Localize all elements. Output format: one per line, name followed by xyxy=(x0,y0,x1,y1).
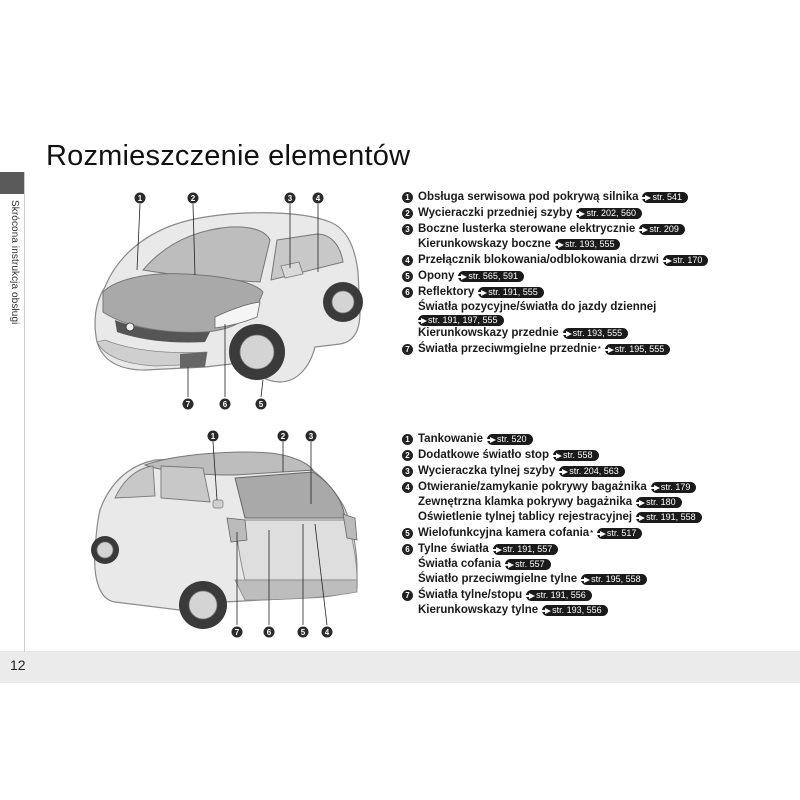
arrow-right-icon xyxy=(461,274,467,280)
front-callout-5 xyxy=(256,399,267,410)
item-text: Światła przeciwmgielne przednie xyxy=(418,343,597,355)
item-line xyxy=(418,603,608,618)
page-number: 12 xyxy=(10,657,26,673)
rear-item-list xyxy=(402,432,792,619)
item-lines xyxy=(418,206,642,221)
item-text: Światła pozycyjne/światła do jazdy dziennej xyxy=(418,301,657,313)
item-lines xyxy=(418,285,656,341)
page-reference-link[interactable] xyxy=(559,466,625,477)
svg-text:6: 6 xyxy=(266,628,272,637)
front-callout-3 xyxy=(285,193,296,204)
page-footer xyxy=(0,651,800,683)
page-reference-text: str. 170 xyxy=(672,255,703,265)
section-side-label: Skrócona instrukcja obsługi xyxy=(9,200,20,325)
item-text: Oświetlenie tylnej tablicy rejestracyjnej xyxy=(418,511,633,523)
arrow-right-icon xyxy=(608,347,614,353)
item-line xyxy=(418,326,656,341)
page-reference-link[interactable] xyxy=(553,450,599,461)
item-lines xyxy=(418,190,688,205)
page-reference-text: str. 520 xyxy=(496,434,527,444)
page-reference-link[interactable] xyxy=(478,287,544,298)
page-reference-text: str. 558 xyxy=(563,450,593,460)
item-number-badge: 1 xyxy=(402,192,413,203)
svg-text:5: 5 xyxy=(258,400,264,409)
list-item xyxy=(402,190,792,205)
item-line xyxy=(418,572,647,587)
arrow-right-icon xyxy=(545,608,551,614)
item-lines xyxy=(418,480,702,525)
item-lines xyxy=(418,464,625,479)
item-text: Zewnętrzna klamka pokrywy bagażnika xyxy=(418,496,633,508)
list-item xyxy=(402,526,792,541)
arrow-right-icon xyxy=(639,500,645,506)
item-text: Kierunkowskazy boczne xyxy=(418,238,551,250)
item-line xyxy=(418,526,642,541)
item-number-badge: 2 xyxy=(402,208,413,219)
item-text: Wielofunkcyjna kamera cofania xyxy=(418,527,590,539)
page-reference-text: str. 209 xyxy=(649,224,679,234)
arrow-right-icon xyxy=(558,242,564,248)
page-reference-text: str. 179 xyxy=(660,482,691,492)
item-line xyxy=(418,342,670,357)
arrow-right-icon xyxy=(496,547,502,553)
list-item xyxy=(402,342,792,357)
page-reference-text: str. 557 xyxy=(515,559,545,569)
list-item xyxy=(402,480,792,525)
item-number-badge: 5 xyxy=(402,271,413,282)
svg-text:6: 6 xyxy=(222,400,228,409)
list-item xyxy=(402,432,792,447)
item-line xyxy=(418,480,702,495)
page-reference-text: str. 195, 558 xyxy=(591,574,641,584)
list-item xyxy=(402,253,792,268)
arrow-right-icon xyxy=(562,469,568,475)
item-text: Wycieraczki przedniej szyby xyxy=(418,207,573,219)
page-reference-text: str. 541 xyxy=(652,192,683,202)
item-lines xyxy=(418,342,670,357)
item-lines xyxy=(418,253,708,268)
list-item xyxy=(402,464,792,479)
item-text: Dodatkowe światło stop xyxy=(418,449,549,461)
item-line xyxy=(418,285,656,300)
arrow-right-icon xyxy=(639,515,645,521)
rear-callout-4 xyxy=(322,627,333,638)
front-car-diagram xyxy=(85,192,375,417)
arrow-right-icon xyxy=(481,290,487,296)
item-text: Tankowanie xyxy=(418,433,483,445)
item-lines xyxy=(418,432,533,447)
item-text: Boczne lusterka sterowane elektrycznie xyxy=(418,223,636,235)
page-reference-text: str. 191, 556 xyxy=(536,590,586,600)
item-line xyxy=(418,448,599,463)
page-reference-link[interactable] xyxy=(576,208,642,219)
section-tab-marker xyxy=(0,172,24,194)
item-number-badge: 3 xyxy=(402,466,413,477)
item-text: Tylne światła xyxy=(418,543,489,555)
page-reference-text: str. 193, 556 xyxy=(552,605,602,615)
svg-text:7: 7 xyxy=(234,628,240,637)
svg-text:3: 3 xyxy=(308,432,314,441)
front-callout-7 xyxy=(183,399,194,410)
list-item xyxy=(402,206,792,221)
svg-text:1: 1 xyxy=(210,432,216,441)
front-callout-2 xyxy=(188,193,199,204)
front-callout-6 xyxy=(220,399,231,410)
front-callout-1 xyxy=(135,193,146,204)
item-line xyxy=(418,542,647,557)
page-reference-link[interactable] xyxy=(642,192,688,203)
page-title: Rozmieszczenie elementów xyxy=(46,140,411,172)
page-reference-text: str. 193, 555 xyxy=(564,239,615,249)
page-reference-text: str. 202, 560 xyxy=(586,208,637,218)
arrow-right-icon xyxy=(421,318,427,324)
item-text: Światło przeciwmgielne tylne xyxy=(418,573,578,585)
page-reference-text: str. 191, 197, 555 xyxy=(428,315,498,325)
page-reference-text: str. 180 xyxy=(646,497,676,507)
arrow-right-icon xyxy=(584,577,590,583)
front-item-list xyxy=(402,190,792,358)
arrow-right-icon xyxy=(642,227,648,233)
list-item xyxy=(402,222,792,252)
item-text: Kierunkowskazy tylne xyxy=(418,604,539,616)
arrow-right-icon xyxy=(666,258,672,264)
rear-callout-5 xyxy=(298,627,309,638)
item-lines xyxy=(418,269,524,284)
svg-text:4: 4 xyxy=(324,628,330,637)
svg-text:3: 3 xyxy=(287,194,293,203)
rear-callout-1 xyxy=(208,431,219,442)
arrow-right-icon xyxy=(645,195,651,201)
page-reference-link[interactable] xyxy=(542,605,608,616)
arrow-right-icon xyxy=(579,211,585,217)
rear-callout-3 xyxy=(306,431,317,442)
arrow-right-icon xyxy=(508,562,514,568)
optional-equipment-mark: * xyxy=(597,346,601,353)
page-reference-link[interactable] xyxy=(418,315,504,326)
front-callout-4 xyxy=(313,193,324,204)
arrow-right-icon xyxy=(529,593,535,599)
page-reference-link[interactable] xyxy=(663,255,709,266)
page-reference-link[interactable] xyxy=(605,344,671,355)
item-line xyxy=(418,557,647,572)
svg-text:2: 2 xyxy=(190,194,196,203)
page-reference-text: str. 565, 591 xyxy=(468,271,518,281)
page-reference-link[interactable] xyxy=(493,544,559,555)
item-line xyxy=(418,190,688,205)
arrow-right-icon xyxy=(566,331,572,337)
list-item xyxy=(402,269,792,284)
rear-callout-2 xyxy=(278,431,289,442)
item-text: Światła cofania xyxy=(418,558,502,570)
optional-equipment-mark: * xyxy=(590,530,593,537)
item-text: Opony xyxy=(418,270,455,282)
item-number-badge: 1 xyxy=(402,434,413,445)
item-number-badge: 4 xyxy=(402,255,413,266)
page-reference-text: str. 204, 563 xyxy=(569,466,619,476)
item-text: Obsługa serwisowa pod pokrywą silnika xyxy=(418,191,639,203)
item-line xyxy=(418,206,642,221)
item-line xyxy=(418,432,533,447)
arrow-right-icon xyxy=(600,531,606,537)
page-reference-link[interactable] xyxy=(636,497,682,508)
item-number-badge: 4 xyxy=(402,482,413,493)
svg-text:2: 2 xyxy=(280,432,286,441)
item-line xyxy=(418,269,524,284)
list-item xyxy=(402,588,792,618)
item-line xyxy=(418,237,685,252)
list-item xyxy=(402,448,792,463)
item-line xyxy=(418,510,702,525)
item-number-badge: 6 xyxy=(402,287,413,298)
item-line xyxy=(418,315,656,326)
page-reference-link[interactable] xyxy=(526,590,592,601)
item-line xyxy=(418,464,625,479)
item-line xyxy=(418,495,702,510)
page-reference-link[interactable] xyxy=(636,512,702,523)
item-lines xyxy=(418,588,608,618)
page-reference-link[interactable] xyxy=(581,574,647,585)
item-text: Światła tylne/stopu xyxy=(418,589,523,601)
svg-text:5: 5 xyxy=(300,628,306,637)
page-reference-link[interactable] xyxy=(563,328,629,339)
page-reference-link[interactable] xyxy=(505,559,551,570)
arrow-right-icon xyxy=(556,453,562,459)
item-text: Reflektory xyxy=(418,286,475,298)
item-number-badge: 7 xyxy=(402,344,413,355)
item-text: Otwieranie/zamykanie pokrywy bagażnika xyxy=(418,481,647,493)
page-reference-link[interactable] xyxy=(597,528,643,539)
page-reference-text: str. 195, 555 xyxy=(614,344,665,354)
arrow-right-icon xyxy=(654,485,660,491)
list-item xyxy=(402,542,792,587)
item-lines xyxy=(418,222,685,252)
item-lines xyxy=(418,526,642,541)
rear-callout-7 xyxy=(232,627,243,638)
item-line xyxy=(418,588,608,603)
page-reference-text: str. 191, 555 xyxy=(488,287,538,297)
side-rule xyxy=(24,172,25,652)
rear-callout-6 xyxy=(264,627,275,638)
list-item xyxy=(402,285,792,341)
item-number-badge: 6 xyxy=(402,544,413,555)
item-number-badge: 7 xyxy=(402,590,413,601)
page-reference-link[interactable] xyxy=(639,224,685,235)
item-number-badge: 5 xyxy=(402,528,413,539)
page-reference-link[interactable] xyxy=(487,434,533,445)
item-text: Przełącznik blokowania/odblokowania drzwi xyxy=(418,254,659,266)
item-lines xyxy=(418,542,647,587)
page-reference-text: str. 517 xyxy=(606,528,637,538)
page-reference-text: str. 191, 558 xyxy=(646,512,696,522)
item-line xyxy=(418,222,685,237)
page-reference-link[interactable] xyxy=(555,239,621,250)
item-text: Kierunkowskazy przednie xyxy=(418,327,559,339)
page-reference-link[interactable] xyxy=(651,482,697,493)
page-reference-text: str. 193, 555 xyxy=(572,328,623,338)
arrow-right-icon xyxy=(490,437,496,443)
page-reference-text: str. 191, 557 xyxy=(502,544,553,554)
item-number-badge: 3 xyxy=(402,224,413,235)
svg-text:7: 7 xyxy=(185,400,191,409)
rear-car-diagram xyxy=(85,430,375,645)
item-number-badge: 2 xyxy=(402,450,413,461)
page-reference-link[interactable] xyxy=(458,271,524,282)
item-text: Wycieraczka tylnej szyby xyxy=(418,465,556,477)
svg-text:1: 1 xyxy=(137,194,143,203)
item-line xyxy=(418,253,708,268)
svg-text:4: 4 xyxy=(315,194,321,203)
item-lines xyxy=(418,448,599,463)
